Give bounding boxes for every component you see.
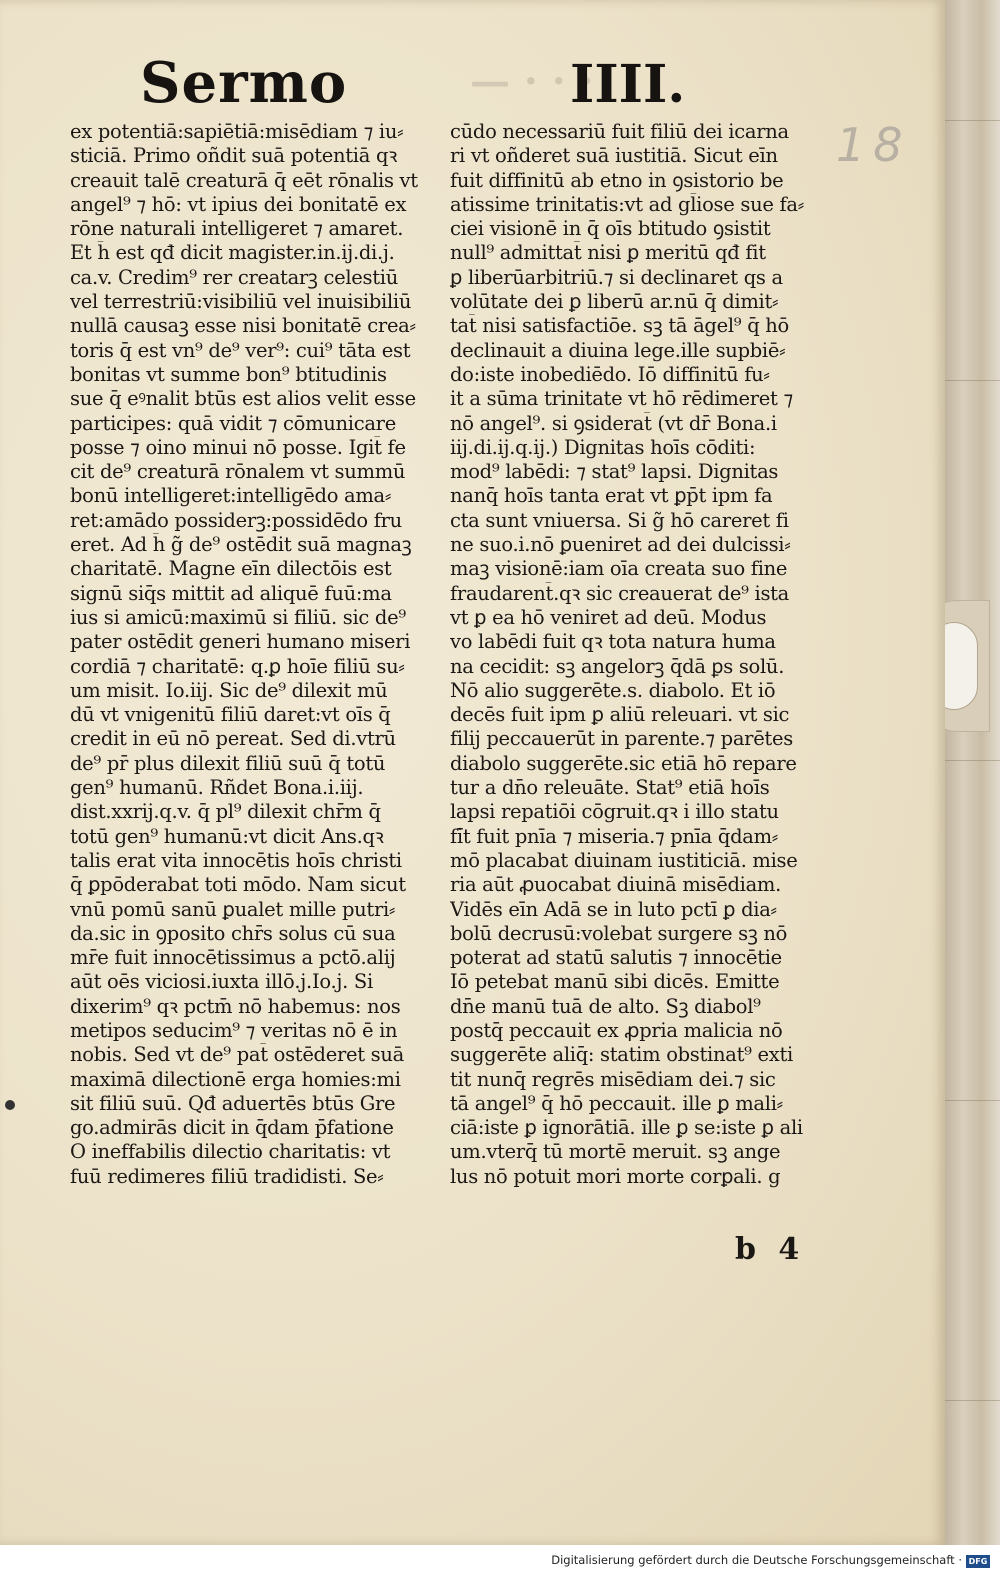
text-line: nullā causaꝫ esse nisi bonitatē crea⸗ bbox=[70, 314, 416, 338]
text-line: ciei visionē in q̄ oīs btitudo ꝯsistit bbox=[450, 217, 771, 241]
text-line: filij peccauerūt in parente.⁊ parētes bbox=[450, 727, 793, 751]
text-line: participes: quā vidit ⁊ cōmunicare bbox=[70, 411, 396, 435]
text-line: nanq̄ hoīs tanta erat vt ꝑp̄t ipm fa bbox=[450, 484, 773, 508]
text-line: bolū decrusū:volebat surgere sꝫ nō bbox=[450, 921, 788, 945]
text-line: Nō alio suggerēte.s. diabolo. Et iō bbox=[450, 678, 776, 702]
text-line: dū vt vnigenitū filiū daret:vt oīs q̄ bbox=[70, 703, 391, 727]
text-line: Iō petebat manū sibi dicēs. Emitte bbox=[450, 970, 780, 994]
text-line: mō placabat diuinam iustiticiā. mise bbox=[450, 848, 798, 872]
text-line: signū siq̄s mittit ad aliquē fuū:ma bbox=[70, 581, 392, 605]
text-line: suggerēte aliq̄: statim obstinat⁹ exti bbox=[450, 1043, 793, 1067]
text-line: ex potentiā:sapiētiā:misēdiam ⁊ iu⸗ bbox=[70, 120, 404, 143]
text-line: sue q̄ eꝰnalit btūs est alios velit esse bbox=[70, 387, 416, 411]
text-line: posse ⁊ oino minui nō posse. Igit̄ fe bbox=[70, 435, 406, 459]
text-line: O ineffabilis dilectio charitatis: vt bbox=[70, 1140, 391, 1164]
margin-spot bbox=[5, 1100, 15, 1110]
text-line: cta sunt vniuersa. Si g̃ hō careret fi bbox=[450, 508, 789, 532]
digitization-credit: Digitalisierung gefördert durch die Deutsche Forschungsgemeinschaft · bbox=[551, 1553, 962, 1567]
text-line: do:iste inobediēdo. Iō diffinitū fu⸗ bbox=[450, 362, 770, 386]
text-line: sit filiū suū. Qđ aduertēs btūs Gre bbox=[70, 1091, 396, 1115]
text-line: tā angel⁹ q̄ hō peccauit. ille ꝑ mali⸗ bbox=[450, 1091, 783, 1115]
show-through-text: — · · · bbox=[470, 58, 594, 105]
text-line: declinauit a diuina lege.ille supbiē⸗ bbox=[450, 338, 786, 362]
text-line: Vidēs eīn Adā se in luto pctī ꝑ dia⸗ bbox=[450, 897, 777, 921]
text-line: fraudarent̄.qꝛ sic creauerat de⁹ ista bbox=[450, 581, 790, 605]
text-line: rōne naturali intelligeret ⁊ amaret. bbox=[70, 217, 404, 241]
right-text-column bbox=[450, 120, 822, 1189]
text-line: ret:amādo possiderꝫ:possidēdo fru bbox=[70, 508, 402, 532]
text-line: poterat ad statū salutis ⁊ innocētie bbox=[450, 946, 782, 970]
text-line: bonitas vt summe bon⁹ btitudinis bbox=[70, 362, 387, 386]
text-line: credit in eū nō pereat. Sed di.vtrū bbox=[70, 727, 396, 751]
signature-mark: b 4 bbox=[735, 1232, 806, 1267]
text-line: angel⁹ ⁊ hō: vt ipius dei bonitatē ex bbox=[70, 192, 407, 216]
text-line: volūtate dei ꝑ liberū ar.nū q̄ dimit⸗ bbox=[450, 290, 779, 314]
text-line: maꝫ visionē:iam oīa creata suo fine bbox=[450, 557, 788, 581]
text-line: mod⁹ labēdi: ⁊ stat⁹ lapsi. Dignitas bbox=[450, 460, 779, 484]
text-line: lapsi repatiōi cōgruit.qꝛ i illo statu bbox=[450, 800, 779, 824]
text-line: na cecidit: sꝫ angelorꝫ q̄dā ꝑs solū. bbox=[450, 654, 785, 678]
text-line: tat̄ nisi satisfactiōe. sꝫ tā āgel⁹ q̄ hō bbox=[450, 314, 789, 338]
text-line: dist.xxrij.q.v. q̄ pl⁹ dilexit chr̄m q̄ bbox=[70, 800, 381, 824]
text-line: fuū redimeres filiū tradidisti. Se⸗ bbox=[70, 1164, 384, 1188]
text-line: decēs fuit ipm ꝑ aliū releuari. vt sic bbox=[450, 703, 790, 727]
text-line: dn̄e manū tuā de alto. Sꝫ diabol⁹ bbox=[450, 994, 761, 1018]
text-line: ne suo.i.nō ꝑueniret ad dei dulcissi⸗ bbox=[450, 533, 791, 557]
text-line: Et h̄ est qđ dicit magister.in.ij.di.j. bbox=[70, 241, 395, 265]
text-line: ca.v. Credim⁹ rer creatarꝫ celestiū bbox=[70, 265, 398, 289]
text-line: gen⁹ humanū. Rñdet Bona.i.iij. bbox=[70, 776, 364, 800]
text-line: null⁹ admittat̄ nisi ꝑ meritū qđ fit bbox=[450, 241, 766, 265]
text-line: postq̄ peccauit ex ꝓpria malicia nō bbox=[450, 1018, 783, 1042]
text-line: fi̇̄t fuit pnīa ⁊ miseria.⁊ pnīa q̄dam⸗ bbox=[450, 824, 778, 848]
text-line: da.sic in ꝯposito chr̄s solus cū sua bbox=[70, 921, 396, 945]
text-line: aūt oēs viciosi.iuxta illō.j.Io.j. Si bbox=[70, 970, 373, 994]
text-line: creauit talē creaturā q̄ eēt rōnalis vt bbox=[70, 168, 418, 192]
text-line: iij.di.ij.q.ij.) Dignitas hoīs cōditi: bbox=[450, 435, 756, 459]
text-line: ꝑ liberūarbitriū.⁊ si declinaret qs a bbox=[450, 265, 783, 289]
text-line: pater ostēdit generi humano miseri bbox=[70, 630, 411, 654]
text-line: nō angel⁹. si ꝯsiderat̄ (vt dr̄ Bona.i bbox=[450, 411, 777, 435]
text-line: ius si amicū:maximū si filiū. sic de⁹ bbox=[70, 605, 406, 629]
text-line: toris q̄ est vn⁹ de⁹ ver⁹: cui⁹ tāta est bbox=[70, 338, 411, 362]
text-line: um misit. Io.iij. Sic de⁹ dilexit mū bbox=[70, 678, 388, 702]
text-line: sticiā. Primo oñdit suā potentiā qꝛ bbox=[70, 144, 398, 168]
text-line: nobis. Sed vt de⁹ pat̄ ostēderet suā bbox=[70, 1043, 404, 1067]
credit-bar bbox=[0, 1545, 1000, 1577]
text-line: um.vterq̄ tū mortē meruit. sꝫ ange bbox=[450, 1140, 781, 1164]
text-line: q̄ ꝑpōderabat toti mōdo. Nam sicut bbox=[70, 873, 406, 897]
text-line: tur a dn̄o releuāte. Stat⁹ etiā hoīs bbox=[450, 776, 770, 800]
text-line: charitatē. Magne eīn dilectōis est bbox=[70, 557, 392, 581]
pencil-folio-annotation: 18 bbox=[836, 118, 911, 172]
dfg-logo: DFG bbox=[966, 1555, 990, 1568]
text-line: it a sūma trinitate vt hō rēdimeret ⁊ bbox=[450, 387, 793, 411]
sermon-number: IIII. bbox=[570, 54, 686, 115]
text-line: vo labēdi fuit qꝛ tota natura huma bbox=[450, 630, 776, 654]
text-line: fuit diffinitū ab etno in ꝯsistorio be bbox=[450, 168, 784, 192]
text-line: eret. Ad h̄ g̃ de⁹ ostēdit suā magnaꝫ bbox=[70, 533, 412, 557]
text-line: totū gen⁹ humanū:vt dicit Ans.qꝛ bbox=[70, 824, 384, 848]
text-line: cūdo necessariū fuit filiū dei icarna bbox=[450, 120, 789, 143]
text-line: talis erat vita innocētis hoīs christi bbox=[70, 848, 402, 872]
text-line: diabolo suggerēte.sic etiā hō repare bbox=[450, 751, 797, 775]
text-line: de⁹ pr̄ plus dilexit filiū suū q̄ totū bbox=[70, 751, 386, 775]
text-line: mr̄e fuit innocētissimus a pctō.alij bbox=[70, 946, 396, 970]
text-line: atissime trinitatis:vt ad gl̄iose sue fa⸗ bbox=[450, 192, 804, 216]
text-line: lus nō potuit mori morte corꝑali. g bbox=[450, 1164, 781, 1188]
text-line: maximā dilectionē erga homies:mi bbox=[70, 1067, 401, 1091]
text-line: bonū intelligeret:intelligēdo ama⸗ bbox=[70, 484, 392, 508]
text-line: dixerim⁹ qꝛ pctm̄ nō habemus: nos bbox=[70, 994, 401, 1018]
text-line: ciā:iste ꝑ ignorātiā. ille ꝑ se:iste ꝑ ali bbox=[450, 1116, 803, 1140]
left-text-column bbox=[70, 120, 440, 1189]
text-line: vnū pomū sanū ꝑualet mille putri⸗ bbox=[70, 897, 396, 921]
text-line: cit de⁹ creaturā rōnalem vt summū bbox=[70, 460, 406, 484]
text-line: ria aūt ꝓuocabat diuinā misēdiam. bbox=[450, 873, 781, 897]
text-line: vt ꝑ ea hō veniret ad deū. Modus bbox=[450, 605, 767, 629]
text-line: vel terrestriū:visibiliū vel inuisibiliū bbox=[70, 290, 412, 314]
text-line: ri vt oñderet suā iustitiā. Sicut eīn bbox=[450, 144, 778, 168]
running-title: Sermo bbox=[140, 50, 348, 116]
text-line: tit nunq̄ regrēs misēdiam dei.⁊ sic bbox=[450, 1067, 776, 1091]
text-line: go.admirās dicit in q̄dam p̄fatione bbox=[70, 1116, 394, 1140]
text-line: cordiā ⁊ charitatē: q.ꝑ hoīe filiū su⸗ bbox=[70, 654, 405, 678]
text-line: metipos seducim⁹ ⁊ veritas nō ē in bbox=[70, 1018, 398, 1042]
page-header bbox=[140, 50, 740, 120]
book-page-edges bbox=[938, 0, 1000, 1545]
